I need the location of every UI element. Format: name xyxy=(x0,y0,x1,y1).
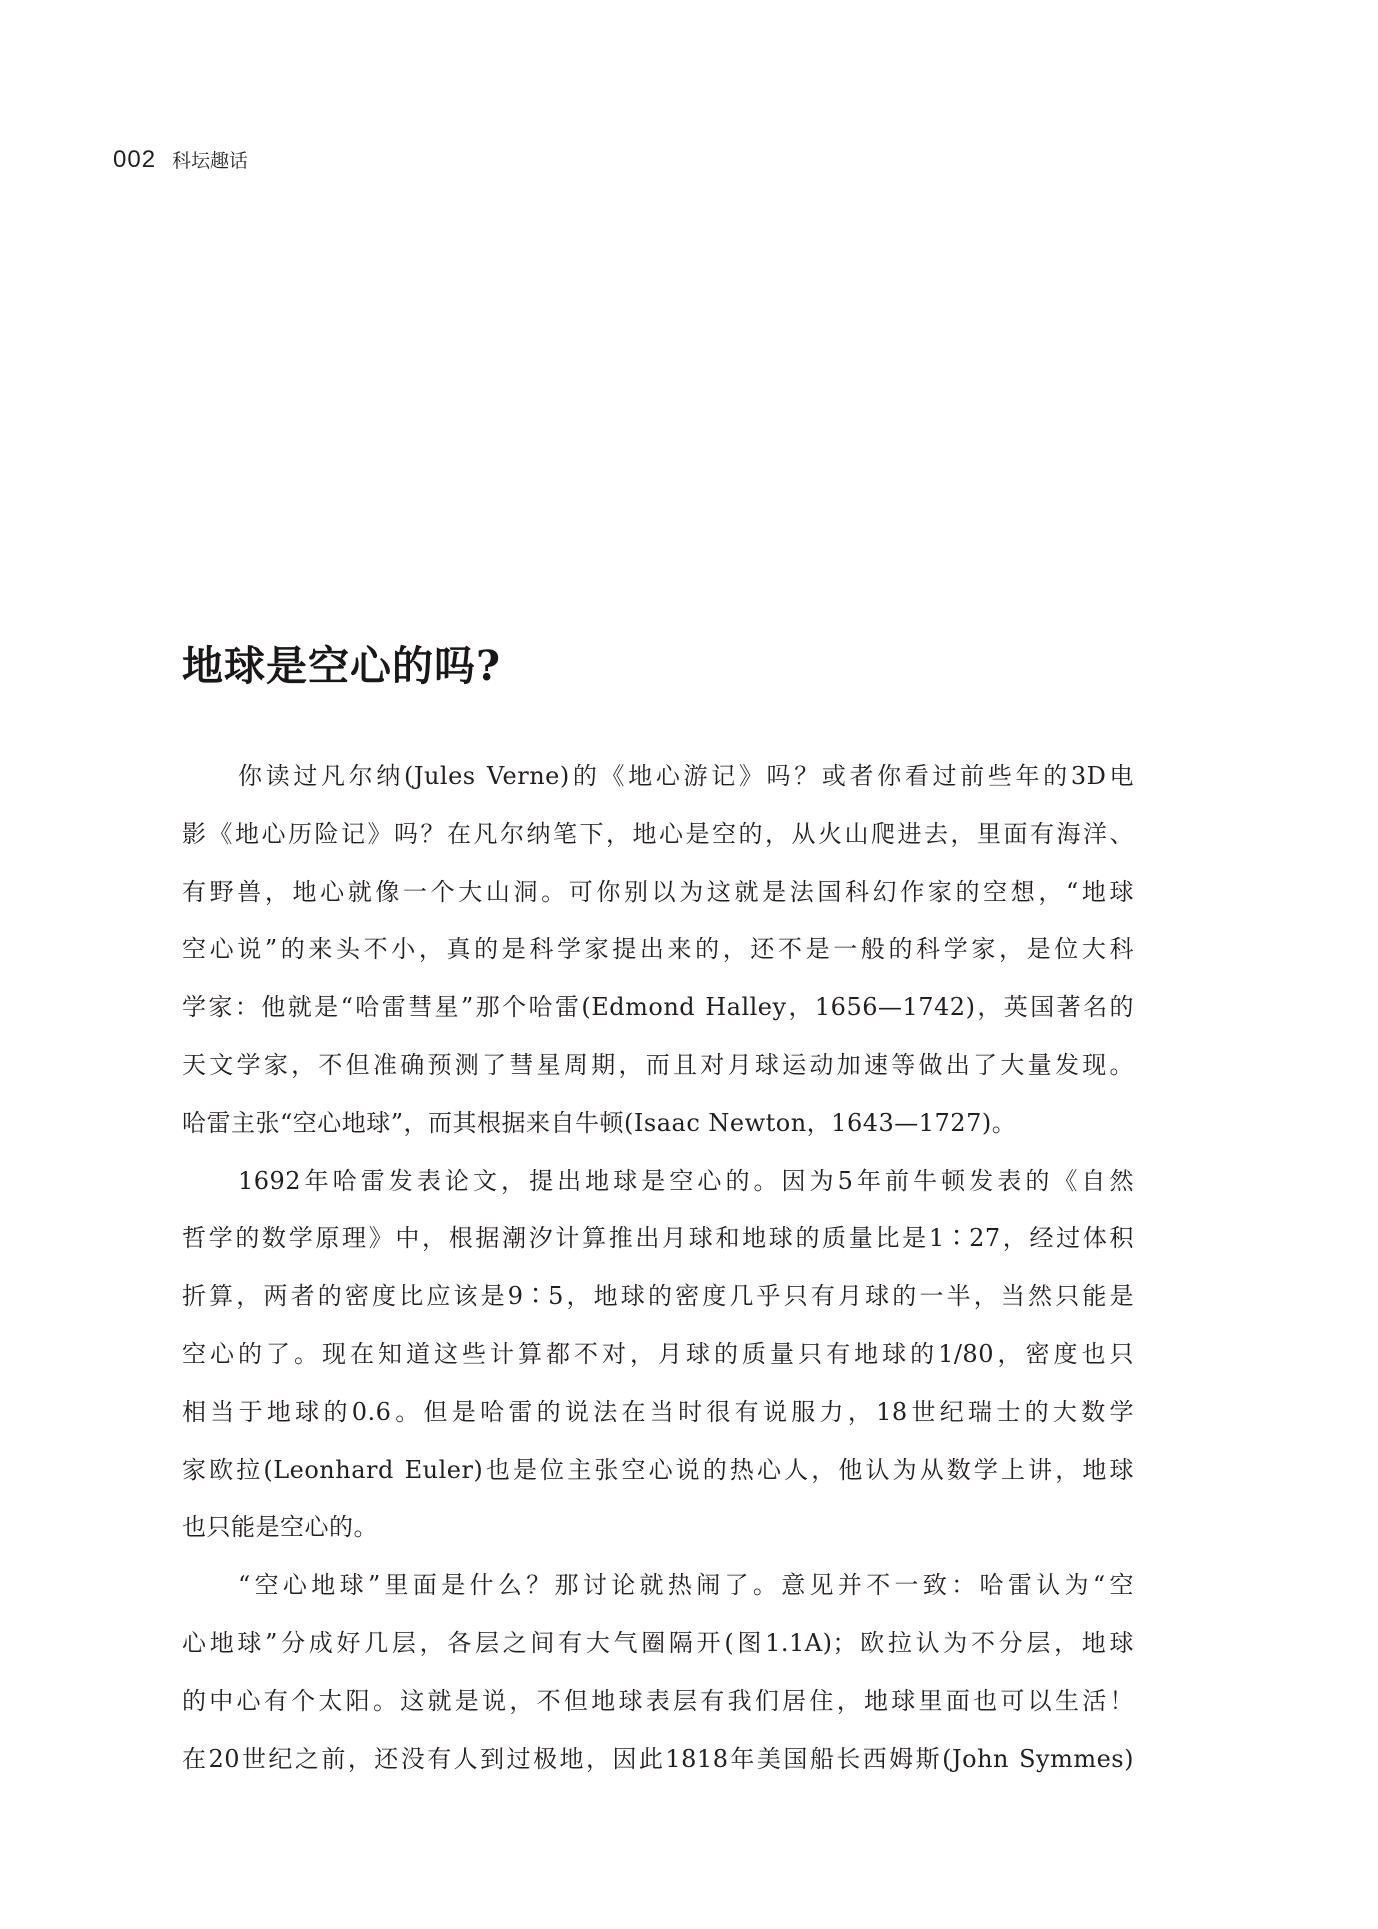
text-line: 天文学家，不但准确预测了彗星周期，而且对月球运动加速等做出了大量发现。 xyxy=(182,1050,1134,1079)
running-header xyxy=(113,146,248,186)
chapter-title: 地球是空心的吗? xyxy=(182,642,502,690)
text-line: “空心地球”里面是什么？那讨论就热闹了。意见并不一致：哈雷认为“空 xyxy=(238,1571,1134,1600)
text-line: 有野兽，地心就像一个大山洞。可你别以为这就是法国科幻作家的空想，“地球 xyxy=(182,877,1134,906)
text-line: 折算，两者的密度比应该是9∶5，地球的密度几乎只有月球的一半，当然只能是 xyxy=(182,1282,1134,1311)
text-line: 相当于地球的0.6。但是哈雷的说法在当时很有说服力，18世纪瑞士的大数学 xyxy=(182,1397,1134,1426)
body-text xyxy=(182,748,1134,1788)
text-line: 空心说”的来头不小，真的是科学家提出来的，还不是一般的科学家，是位大科 xyxy=(182,935,1134,964)
text-line: 哲学的数学原理》中，根据潮汐计算推出月球和地球的质量比是1∶27，经过体积 xyxy=(182,1224,1134,1253)
text-line: 在20世纪之前，还没有人到过极地，因此1818年美国船长西姆斯(John Symmes) xyxy=(182,1744,1134,1773)
paragraph-1 xyxy=(182,748,1134,1153)
text-line: 心地球”分成好几层，各层之间有大气圈隔开(图1.1A)；欧拉认为不分层，地球 xyxy=(182,1628,1134,1657)
page-number: 002 xyxy=(113,146,157,173)
text-line: 影《地心历险记》吗？在凡尔纳笔下，地心是空的，从火山爬进去，里面有海洋、 xyxy=(182,819,1134,848)
text-line: 学家：他就是“哈雷彗星”那个哈雷(Edmond Halley，1656—1742)，英国著名的 xyxy=(182,993,1134,1022)
text-line: 1692年哈雷发表论文，提出地球是空心的。因为5年前牛顿发表的《自然 xyxy=(238,1166,1134,1195)
text-line: 哈雷主张“空心地球”，而其根据来自牛顿(Isaac Newton，1643—1727)。 xyxy=(182,1108,1017,1137)
text-line: 空心的了。现在知道这些计算都不对，月球的质量只有地球的1/80，密度也只 xyxy=(182,1339,1134,1368)
paragraph-3 xyxy=(182,1557,1134,1788)
text-line: 你读过凡尔纳(Jules Verne)的《地心游记》吗？或者你看过前些年的3D电 xyxy=(238,762,1134,790)
text-line: 家欧拉(Leonhard Euler)也是位主张空心说的热心人，他认为从数学上讲，地球 xyxy=(182,1455,1134,1484)
paragraph-2 xyxy=(182,1153,1134,1558)
text-line: 的中心有个太阳。这就是说，不但地球表层有我们居住，地球里面也可以生活！ xyxy=(182,1686,1134,1715)
book-title: 科坛趣话 xyxy=(172,151,249,172)
text-line: 也只能是空心的。 xyxy=(182,1513,378,1542)
